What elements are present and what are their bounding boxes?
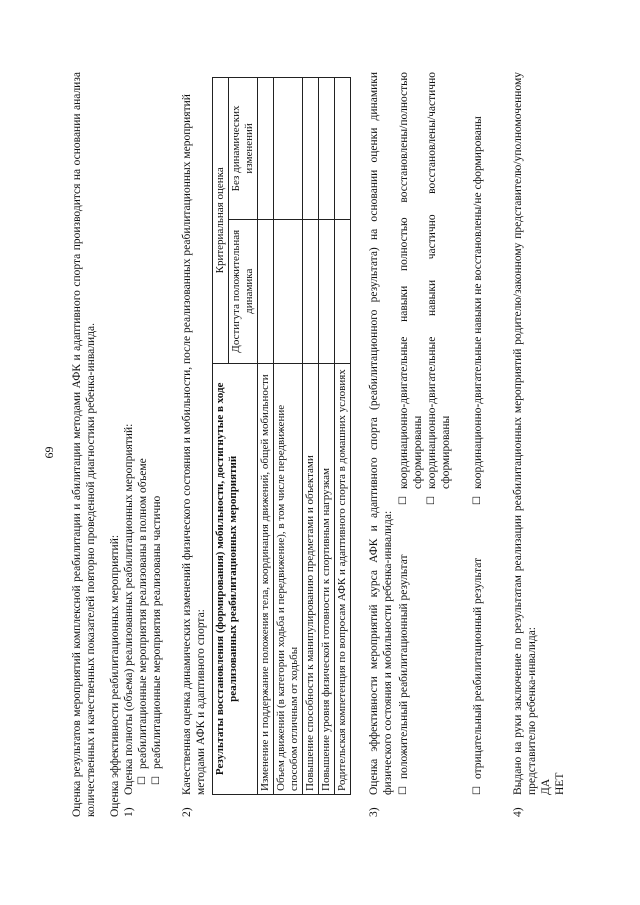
item-2-text: Качественная оценка динамических изменений физического состояния и мобильности, после реализованных реабилитационных мероприятий методами АФК и адаптивного спорта: — [181, 94, 207, 795]
option-label: реабилитационные мероприятия реализованы частично — [151, 495, 163, 769]
table-cell-result: Объем движений (в категории ходьба и передвижение), в том числе передвижение способом отличным от ходьбы — [274, 363, 303, 794]
item-3-number: 3) — [368, 807, 380, 817]
table-row — [303, 78, 319, 795]
table-row — [335, 78, 351, 795]
item-4 — [511, 72, 539, 817]
item-2 — [180, 72, 208, 817]
table-row — [319, 78, 335, 795]
option-partial-volume — [150, 72, 164, 817]
table-cell-result: Повышение способности к манипулированию предметами и объектами — [303, 363, 319, 794]
document-body — [70, 72, 567, 817]
option-fully-restored: координационно-двигательные навыки полностью восстановлены/полностью сформированы — [398, 72, 424, 489]
option-partially-restored: координационно-двигательные навыки частично восстановлены/частично сформированы — [426, 72, 452, 489]
intro-paragraph: Оценка результатов мероприятий комплексной реабилитации и абилитации методами АФК и адаптивного спорта производится на основании анализа количественных и качественных показателей повторно проведенной диагностики ребенка-инвалида. — [71, 72, 97, 817]
table-cell-no-change[interactable] — [335, 78, 351, 220]
table-cell-positive[interactable] — [335, 219, 351, 363]
table-cell-positive[interactable] — [274, 219, 303, 363]
item-1-text: Оценка полноты (объема) реализованных реабилитационных мероприятий: — [123, 423, 135, 795]
option-full-volume — [136, 72, 150, 817]
table-head-no-change: Без динамических изменений — [229, 78, 258, 220]
item-1 — [122, 72, 136, 817]
checkbox-icon[interactable]: ☐ — [398, 496, 409, 505]
option-not-restored: координационно-двигательные навыки не восстановлены/не сформированы — [472, 116, 484, 489]
checkbox-icon[interactable]: ☐ — [151, 776, 162, 785]
table-head-results: Результаты восстановления (формирования) мобильности, достигнутые в ходе реализованных реабилитационных мероприятий — [213, 363, 258, 794]
table-cell-no-change[interactable] — [319, 78, 335, 220]
checkbox-icon[interactable]: ☐ — [137, 776, 148, 785]
positive-result-label: положительный реабилитационный результат — [398, 554, 410, 779]
table-head-criteria: Критериальная оценка — [213, 78, 229, 364]
result-negative-block — [471, 72, 485, 795]
checkbox-icon[interactable]: ☐ — [398, 786, 409, 795]
result-positive-block — [397, 72, 453, 795]
negative-result-label: отрицательный реабилитационный результат — [472, 557, 484, 779]
table-cell-result: Повышение уровня физической готовности к спортивным нагрузкам — [319, 363, 335, 794]
table-cell-positive[interactable] — [319, 219, 335, 363]
item-3-text: Оценка эффективности мероприятий курса АФК и адаптивного спорта (реабилитационного результата) на основании оценки динамики физического состояния и мобильности ребенка-инвалида: — [368, 72, 394, 795]
table-cell-result: Изменение и поддержание положения тела, координация движений, общей мобильности — [258, 363, 274, 794]
option-label: реабилитационные мероприятия реализованы в полном объеме — [137, 458, 149, 769]
table-row — [274, 78, 303, 795]
table-cell-result: Родительская компетенция по вопросам АФК и адаптивного спорта в домашних условиях — [335, 363, 351, 794]
table-cell-no-change[interactable] — [303, 78, 319, 220]
table-cell-positive[interactable] — [303, 219, 319, 363]
table-cell-no-change[interactable] — [258, 78, 274, 220]
checkbox-icon[interactable]: ☐ — [472, 786, 483, 795]
checkbox-icon[interactable]: ☐ — [472, 496, 483, 505]
item-3 — [367, 72, 395, 817]
table-row — [258, 78, 274, 795]
results-table — [212, 77, 351, 795]
checkbox-icon[interactable]: ☐ — [426, 496, 437, 505]
answer-no[interactable]: НЕТ — [554, 772, 566, 795]
answer-yes[interactable]: ДА — [540, 778, 552, 795]
efficiency-heading: Оценка эффективности реабилитационных мероприятий: — [109, 534, 121, 817]
item-4-text: Выдано на руки заключение по результатам реализации реабилитационных мероприятий родителю/законному представителю/уполномоченному представителю ребенка-инвалида: — [512, 72, 538, 795]
table-head-positive: Достигута положительная динамика — [229, 219, 258, 363]
table-cell-positive[interactable] — [258, 219, 274, 363]
page-number: 69 — [42, 446, 56, 459]
item-2-number: 2) — [181, 807, 193, 817]
item-4-number: 4) — [512, 807, 524, 817]
table-cell-no-change[interactable] — [274, 78, 303, 220]
item-1-number: 1) — [123, 807, 135, 817]
